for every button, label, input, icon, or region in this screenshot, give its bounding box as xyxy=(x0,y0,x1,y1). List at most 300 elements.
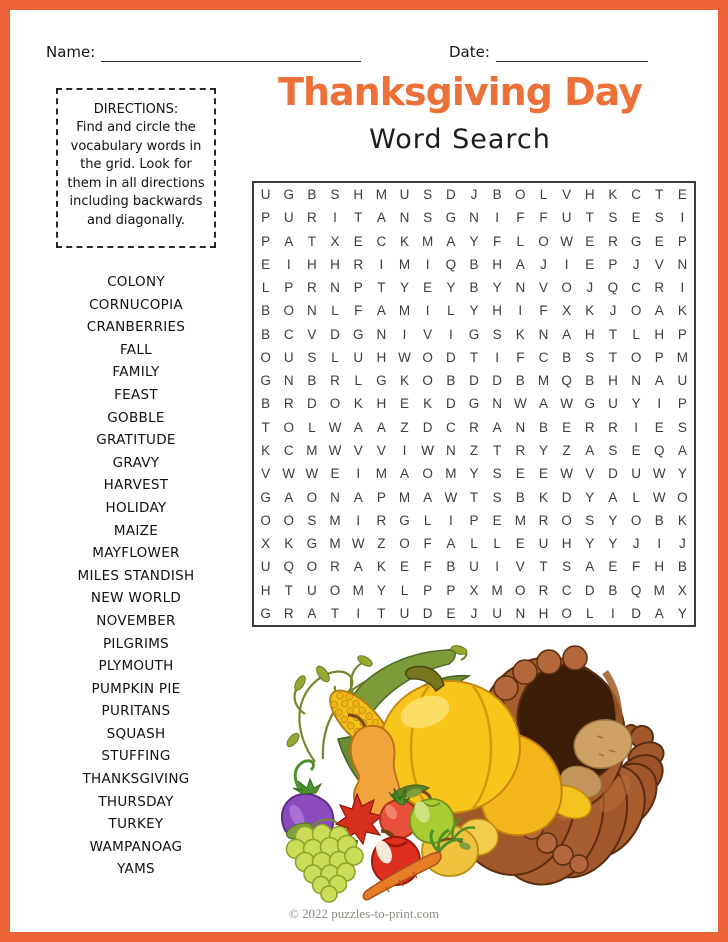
word-list-item: THANKSGIVING xyxy=(82,771,190,788)
word-list-item: CRANBERRIES xyxy=(86,319,186,336)
grid-letter: K xyxy=(261,443,271,459)
grid-letter: E xyxy=(515,466,525,482)
grid-letter: H xyxy=(492,303,503,319)
grid-letter: S xyxy=(562,559,572,575)
grid-letter: W xyxy=(444,489,458,505)
grid-letter: D xyxy=(561,489,572,505)
grid-letter: M xyxy=(422,233,434,249)
grid-letter: G xyxy=(445,210,457,226)
grid-letter: Y xyxy=(608,536,618,552)
grid-letter: W xyxy=(560,396,573,412)
grid-letter: R xyxy=(538,582,549,598)
grid-letter: G xyxy=(352,326,364,342)
grid-letter: P xyxy=(654,349,664,365)
grid-letter: V xyxy=(654,256,664,272)
grid-letter: T xyxy=(330,605,340,621)
grid-letter: D xyxy=(422,419,433,435)
grid-letter: U xyxy=(631,466,641,482)
grid-letter: W xyxy=(328,443,342,459)
grid-letter: B xyxy=(446,373,456,389)
grid-letter: L xyxy=(493,536,501,552)
grid-letter: N xyxy=(492,396,503,412)
grid-letter: Q xyxy=(445,256,457,272)
grid-letter: U xyxy=(399,605,410,621)
grid-letter: X xyxy=(261,536,271,552)
grid-letter: W xyxy=(421,443,435,459)
grid-letter: I xyxy=(680,210,685,226)
grid-letter: I xyxy=(495,349,500,365)
grid-letter: Z xyxy=(400,419,409,435)
grid-letter: L xyxy=(308,419,316,435)
grid-letter: Y xyxy=(677,466,687,482)
grid-letter: E xyxy=(330,466,340,482)
grid-letter: U xyxy=(283,349,294,365)
grid-letter: R xyxy=(283,605,294,621)
grid-letter: P xyxy=(423,582,433,598)
grid-letter: O xyxy=(283,303,294,319)
grid-letter: N xyxy=(631,373,641,389)
grid-letter: P xyxy=(376,489,386,505)
grid-letter: S xyxy=(677,419,687,435)
grid-letter: A xyxy=(376,419,386,435)
grid-letter: F xyxy=(631,559,641,575)
word-list-item: PLYMOUTH xyxy=(98,658,174,675)
page-subtitle: Word Search xyxy=(369,124,551,155)
grid-letter: C xyxy=(631,280,641,296)
grid-letter: C xyxy=(631,187,641,203)
grid-letter: H xyxy=(584,326,595,342)
grid-letter: P xyxy=(284,280,294,296)
grid-letter: E xyxy=(446,605,456,621)
grid-letter: H xyxy=(561,536,572,552)
grid-letter: M xyxy=(375,466,387,482)
grid-letter: E xyxy=(677,187,687,203)
grid-letter: S xyxy=(585,512,595,528)
grid-letter: R xyxy=(608,233,618,249)
grid-letter: A xyxy=(353,419,363,435)
grid-letter: W xyxy=(398,349,411,365)
grid-letter: G xyxy=(376,373,387,389)
grid-letter: H xyxy=(353,187,364,203)
grid-letter: B xyxy=(562,349,572,365)
grid-letter: U xyxy=(260,187,271,203)
grid-letter: I xyxy=(333,210,337,226)
grid-letter: E xyxy=(654,233,664,249)
grid-letter: E xyxy=(515,536,525,552)
word-list-item: TURKEY xyxy=(108,816,164,833)
grid-letter: B xyxy=(469,256,479,272)
word-list-item: HARVEST xyxy=(103,477,169,494)
grid-letter: T xyxy=(539,559,548,575)
grid-letter: V xyxy=(261,466,271,482)
grid-letter: K xyxy=(400,373,410,389)
grid-letter: B xyxy=(261,326,271,342)
grid-letter: R xyxy=(584,419,595,435)
grid-letter: V xyxy=(515,559,525,575)
grid-letter: E xyxy=(585,256,595,272)
grid-letter: N xyxy=(515,419,526,435)
grid-letter: A xyxy=(608,489,618,505)
word-list-item: FALL xyxy=(119,341,152,358)
grid-letter: H xyxy=(330,256,340,272)
grid-letter: R xyxy=(330,373,340,389)
grid-letter: O xyxy=(561,605,572,621)
grid-letter: H xyxy=(376,349,387,365)
grid-letter: P xyxy=(677,233,687,249)
grid-letter: O xyxy=(630,512,642,528)
grid-letter: G xyxy=(468,326,480,342)
grid-letter: Q xyxy=(653,443,665,459)
grid-letter: W xyxy=(305,466,319,482)
grid-letter: I xyxy=(425,256,430,272)
grid-letter: N xyxy=(283,373,294,389)
grid-letter: Y xyxy=(585,536,595,552)
grid-letter: I xyxy=(402,443,407,459)
grid-letter: U xyxy=(260,559,271,575)
grid-letter: J xyxy=(470,187,478,203)
grid-letter: D xyxy=(584,582,595,598)
grid-letter: N xyxy=(515,280,526,296)
grid-letter: F xyxy=(423,536,432,552)
grid-letter: I xyxy=(564,256,569,272)
grid-letter: Y xyxy=(677,605,687,621)
word-list-item: MAIZE xyxy=(113,522,159,539)
grid-letter: H xyxy=(654,326,665,342)
name-row xyxy=(46,43,361,62)
grid-letter: L xyxy=(423,512,432,528)
grid-letter: M xyxy=(537,373,550,389)
grid-letter: U xyxy=(677,373,688,389)
grid-letter: L xyxy=(354,373,362,389)
grid-letter: R xyxy=(469,419,479,435)
word-list-item: FAMILY xyxy=(112,364,160,381)
grid-letter: A xyxy=(538,396,548,412)
grid-letter: F xyxy=(516,349,525,365)
grid-letter: O xyxy=(422,349,433,365)
grid-letter: U xyxy=(608,396,618,412)
grid-letter: A xyxy=(307,605,317,621)
word-list-item: PURITANS xyxy=(101,703,171,720)
grid-letter: B xyxy=(446,559,456,575)
grid-letter: A xyxy=(353,489,363,505)
grid-letter: K xyxy=(353,396,363,412)
grid-letter: T xyxy=(608,326,618,342)
grid-letter: K xyxy=(423,396,433,412)
grid-letter: A xyxy=(284,233,294,249)
grid-letter: O xyxy=(283,419,294,435)
word-list-item: GOBBLE xyxy=(107,409,165,426)
grid-letter: I xyxy=(402,326,407,342)
grid-letter: X xyxy=(330,233,340,249)
grid-letter: T xyxy=(354,210,363,226)
grid-letter: V xyxy=(585,466,595,482)
grid-letter: B xyxy=(515,489,525,505)
grid-letter: L xyxy=(331,349,339,365)
grid-letter: N xyxy=(469,210,479,226)
grid-letter: Y xyxy=(585,489,595,505)
grid-letter: N xyxy=(677,256,688,272)
grid-letter: V xyxy=(353,443,363,459)
grid-letter: O xyxy=(329,396,341,412)
grid-letter: B xyxy=(307,187,317,203)
grid-letter: K xyxy=(677,512,687,528)
grid-letter: F xyxy=(539,303,548,319)
grid-letter: H xyxy=(260,582,271,598)
grid-letter: D xyxy=(492,373,503,389)
grid-letter: S xyxy=(608,443,618,459)
grid-letter: K xyxy=(677,303,687,319)
grid-letter: T xyxy=(261,419,270,435)
grid-letter: I xyxy=(379,256,384,272)
grid-letter: B xyxy=(654,512,664,528)
grid-letter: D xyxy=(307,396,317,412)
grid-letter: U xyxy=(469,559,479,575)
grid-letter: R xyxy=(515,443,526,459)
grid-letter: G xyxy=(260,605,271,621)
grid-letter: H xyxy=(538,605,549,621)
grid-letter: I xyxy=(657,396,662,412)
grid-letter: M xyxy=(514,512,526,528)
grid-letter: E xyxy=(585,233,595,249)
grid-letter: I xyxy=(286,256,291,272)
grid-letter: O xyxy=(630,303,642,319)
grid-letter: L xyxy=(516,233,525,249)
grid-letter: P xyxy=(469,512,479,528)
grid-letter: P xyxy=(608,256,618,272)
grid-letter: B xyxy=(677,559,687,575)
grid-letter: X xyxy=(562,303,572,319)
grid-letter: I xyxy=(448,512,453,528)
grid-letter: S xyxy=(608,210,618,226)
word-list-item: YAMS xyxy=(117,861,155,878)
grid-letter: C xyxy=(538,349,549,365)
grid-letter: S xyxy=(654,210,664,226)
grid-letter: B xyxy=(261,396,271,412)
word-list-item: GRATITUDE xyxy=(96,432,176,449)
grid-letter: D xyxy=(445,349,456,365)
grid-letter: E xyxy=(400,396,410,412)
grid-letter: L xyxy=(539,187,548,203)
grid-letter: O xyxy=(538,233,549,249)
grid-letter: N xyxy=(515,605,526,621)
grid-letter: N xyxy=(307,303,317,319)
grid-letter: O xyxy=(677,489,688,505)
grid-letter: K xyxy=(585,303,595,319)
grid-letter: J xyxy=(470,605,478,621)
grid-letter: Y xyxy=(469,303,479,319)
grid-letter: C xyxy=(283,326,294,342)
grid-letter: O xyxy=(561,512,572,528)
grid-letter: E xyxy=(400,559,410,575)
grid-letter: K xyxy=(608,187,618,203)
word-list xyxy=(40,271,232,881)
grid-letter: P xyxy=(261,210,271,226)
grid-letter: M xyxy=(375,187,387,203)
grid-letter: W xyxy=(328,419,342,435)
grid-letter: B xyxy=(307,373,317,389)
grid-letter: G xyxy=(306,536,318,552)
grid-letter: D xyxy=(608,466,618,482)
grid-letter: G xyxy=(260,489,271,505)
grid-letter: J xyxy=(586,280,594,296)
grid-letter: Y xyxy=(469,233,479,249)
word-list-item: PILGRIMS xyxy=(102,635,170,652)
name-label: Name: xyxy=(46,43,96,61)
grid-letter: O xyxy=(561,280,572,296)
grid-letter: P xyxy=(261,233,271,249)
grid-letter: S xyxy=(585,349,595,365)
grid-letter: T xyxy=(307,233,317,249)
grid-letter: L xyxy=(632,489,640,505)
grid-letter: L xyxy=(400,582,409,598)
grid-letter: W xyxy=(513,396,527,412)
grid-letter: A xyxy=(654,373,664,389)
grid-letter: N xyxy=(330,280,340,296)
grid-letter: V xyxy=(538,280,548,296)
grid-letter: I xyxy=(356,605,361,621)
grid-letter: A xyxy=(585,559,595,575)
grid-letter: M xyxy=(306,443,318,459)
grid-letter: A xyxy=(446,536,456,552)
grid-letter: H xyxy=(307,256,317,272)
grid-letter: W xyxy=(282,466,296,482)
grid-letter: S xyxy=(307,349,317,365)
grid-letter: T xyxy=(655,187,664,203)
grid-letter: F xyxy=(516,210,525,226)
grid-letter: J xyxy=(632,536,640,552)
grid-letter: D xyxy=(330,326,340,342)
grid-letter: D xyxy=(469,373,479,389)
grid-letter: H xyxy=(608,373,618,389)
grid-letter: U xyxy=(283,210,294,226)
grid-letter: N xyxy=(330,489,340,505)
grid-letter: W xyxy=(560,233,573,249)
grid-letter: W xyxy=(351,536,365,552)
grid-letter: M xyxy=(329,512,341,528)
grid-letter: R xyxy=(538,512,549,528)
grid-letter: I xyxy=(657,536,662,552)
grid-letter: B xyxy=(608,582,618,598)
grid-letter: R xyxy=(307,210,317,226)
grid-letter: S xyxy=(423,210,433,226)
grid-letter: M xyxy=(398,489,411,505)
grid-letter: L xyxy=(470,536,478,552)
grid-letter: G xyxy=(584,396,596,412)
grid-letter: I xyxy=(425,303,430,319)
grid-letter: A xyxy=(654,303,664,319)
word-list-item: GRAVY xyxy=(112,454,160,471)
grid-letter: V xyxy=(562,187,572,203)
grid-letter: O xyxy=(515,187,526,203)
grid-letter: U xyxy=(561,210,572,226)
grid-letter: B xyxy=(538,419,548,435)
grid-letter: E xyxy=(492,512,502,528)
grid-letter: S xyxy=(492,489,502,505)
word-list-item: STUFFING xyxy=(101,748,171,765)
grid-letter: A xyxy=(376,210,386,226)
grid-letter: A xyxy=(284,489,294,505)
grid-letter: N xyxy=(399,210,410,226)
grid-letter: E xyxy=(353,233,363,249)
grid-letter: I xyxy=(680,280,685,296)
grid-letter: F xyxy=(493,233,502,249)
grid-letter: K xyxy=(400,233,410,249)
word-list-item: NOVEMBER xyxy=(96,612,176,629)
grid-letter: V xyxy=(423,326,433,342)
grid-letter: M xyxy=(653,582,665,598)
grid-letter: O xyxy=(630,349,642,365)
grid-letter: O xyxy=(260,512,271,528)
grid-letter: I xyxy=(518,303,523,319)
grid-letter: G xyxy=(468,396,480,412)
grid-letter: E xyxy=(562,419,572,435)
grid-letter: A xyxy=(353,559,363,575)
grid-letter: B xyxy=(261,303,271,319)
grid-letter: F xyxy=(423,559,432,575)
directions-body: Find and circle the vocabulary words in the grid. Look for them in all directions including backwards and diagonally. xyxy=(67,120,205,228)
grid-letter: I xyxy=(634,419,638,435)
grid-letter: J xyxy=(540,256,547,272)
grid-letter: E xyxy=(631,210,641,226)
grid-letter: A xyxy=(446,233,456,249)
grid-letter: P xyxy=(353,280,363,296)
grid-letter: J xyxy=(632,256,640,272)
grid-letter: E xyxy=(538,466,548,482)
grid-letter: M xyxy=(676,349,689,365)
grid-letter: S xyxy=(423,187,433,203)
grid-letter: I xyxy=(356,512,361,528)
grid-letter: Q xyxy=(607,280,619,296)
directions-box xyxy=(56,88,216,248)
grid-letter: K xyxy=(515,326,525,342)
word-list-item: THURSDAY xyxy=(98,793,174,810)
grid-letter: Q xyxy=(630,582,642,598)
grid-letter: D xyxy=(631,605,641,621)
grid-letter: O xyxy=(399,536,410,552)
grid-letter: P xyxy=(677,326,687,342)
grid-letter: K xyxy=(538,489,548,505)
grid-letter: S xyxy=(307,512,317,528)
grid-letter: F xyxy=(539,210,548,226)
word-list-item: PUMPKIN PIE xyxy=(91,680,181,697)
grid-letter: H xyxy=(492,256,503,272)
grid-letter: H xyxy=(376,396,387,412)
grid-letter: R xyxy=(307,280,317,296)
grid-letter: H xyxy=(654,559,665,575)
cornucopia-illustration xyxy=(253,644,715,910)
grid-letter: Y xyxy=(492,280,502,296)
grid-letter: L xyxy=(632,326,640,342)
grid-letter: O xyxy=(283,512,294,528)
grid-letter: I xyxy=(495,559,500,575)
grid-letter: W xyxy=(560,466,573,482)
grid-letter: U xyxy=(399,187,410,203)
date-blank-line xyxy=(496,43,648,62)
grid-letter: C xyxy=(561,582,572,598)
copyright-text: © 2022 puzzles-to-print.com xyxy=(288,906,440,921)
grid-letter: A xyxy=(376,303,386,319)
grid-letter: D xyxy=(445,396,456,412)
word-list-item: FEAST xyxy=(114,386,158,403)
grid-letter: T xyxy=(493,443,502,459)
grid-letter: T xyxy=(585,210,594,226)
grid-letter: S xyxy=(492,466,502,482)
grid-letter: A xyxy=(515,256,525,272)
grid-letter: O xyxy=(306,559,318,575)
grid-letter: T xyxy=(469,489,479,505)
grid-letter: Y xyxy=(538,443,548,459)
grid-letter: N xyxy=(538,326,549,342)
